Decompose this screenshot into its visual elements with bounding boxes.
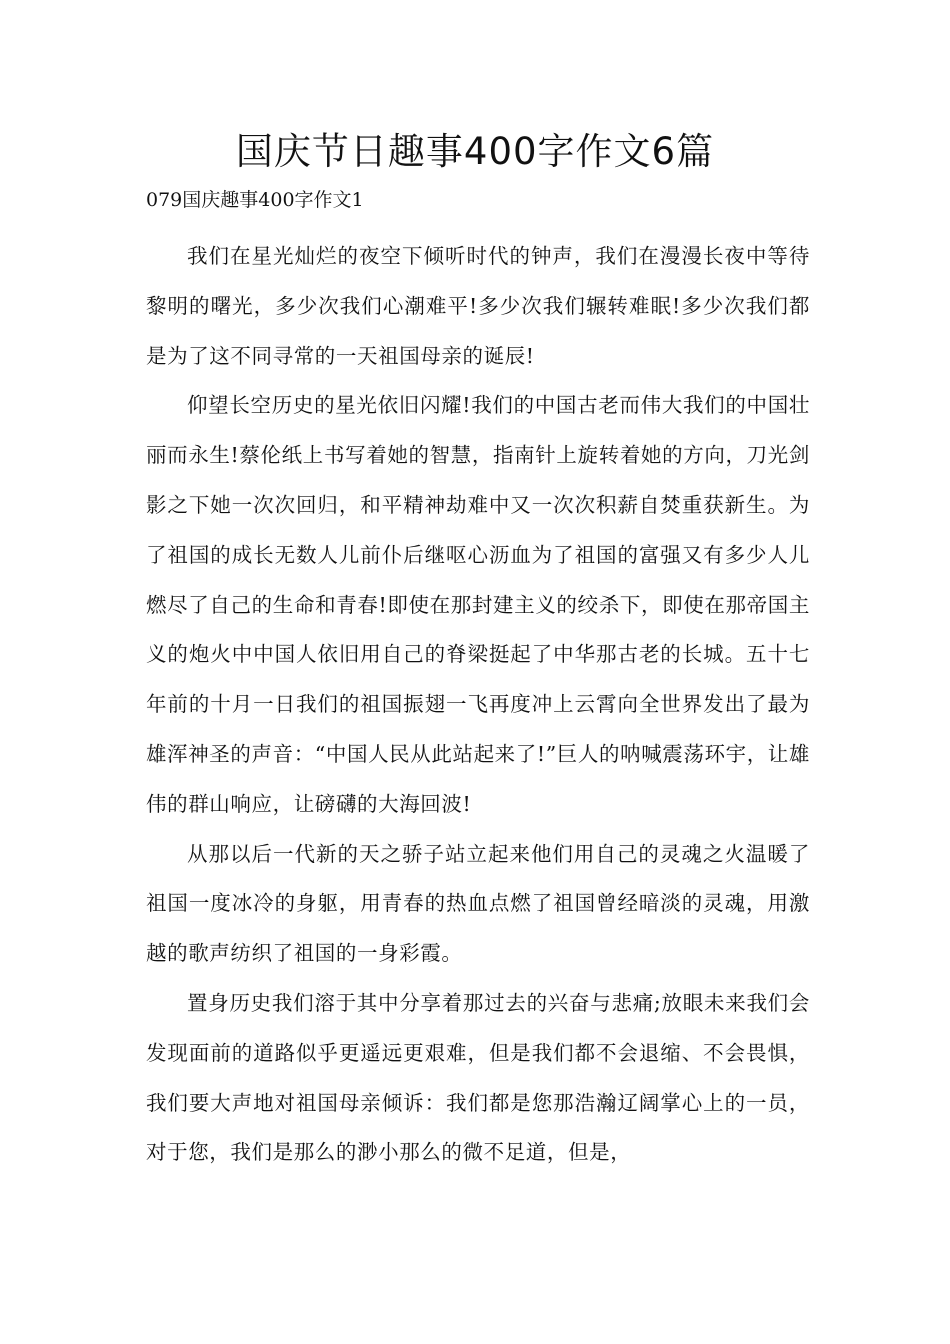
paragraph-1: 我们在星光灿烂的夜空下倾听时代的钟声，我们在漫漫长夜中等待黎明的曙光，多少次我们心潮难平!多少次我们辗转难眠!多少次我们都是为了这不同寻常的一天祖国母亲的诞辰! — [146, 244, 810, 368]
paragraph-4: 置身历史我们溶于其中分享着那过去的兴奋与悲痛;放眼未来我们会发现面前的道路似乎更遥远更艰难，但是我们都不会退缩、不会畏惧，我们要大声地对祖国母亲倾诉：我们都是您那浩瀚辽阔掌心上的一员，对于您，我们是那么的渺小那么的微不足道，但是， — [146, 990, 810, 1165]
document-title: 国庆节日趣事400字作文6篇 — [235, 130, 715, 173]
section-heading: 079国庆趣事400字作文1 — [146, 189, 364, 211]
article-body — [146, 232, 810, 1178]
paragraph-2: 仰望长空历史的星光依旧闪耀!我们的中国古老而伟大我们的中国壮丽而永生!蔡伦纸上书写着她的智慧，指南针上旋转着她的方向，刀光剑影之下她一次次回归，和平精神劫难中又一次次积薪自焚重获新生。为了祖国的成长无数人儿前仆后继呕心沥血为了祖国的富强又有多少人儿燃尽了自己的生命和青春!即使在那封建主义的绞杀下，即使在那帝国主义的炮火中中国人依旧用自己的脊梁挺起了中华那古老的长城。五十七年前的十月一日我们的祖国振翅一飞再度冲上云霄向全世界发出了最为雄浑神圣的声音：“中国人民从此站起来了!”巨人的呐喊震荡环宇，让雄伟的群山响应，让磅礴的大海回波! — [146, 393, 810, 816]
paragraph-3: 从那以后一代新的天之骄子站立起来他们用自己的灵魂之火温暖了祖国一度冰冷的身躯，用青春的热血点燃了祖国曾经暗淡的灵魂，用激越的歌声纺织了祖国的一身彩霞。 — [146, 841, 810, 966]
